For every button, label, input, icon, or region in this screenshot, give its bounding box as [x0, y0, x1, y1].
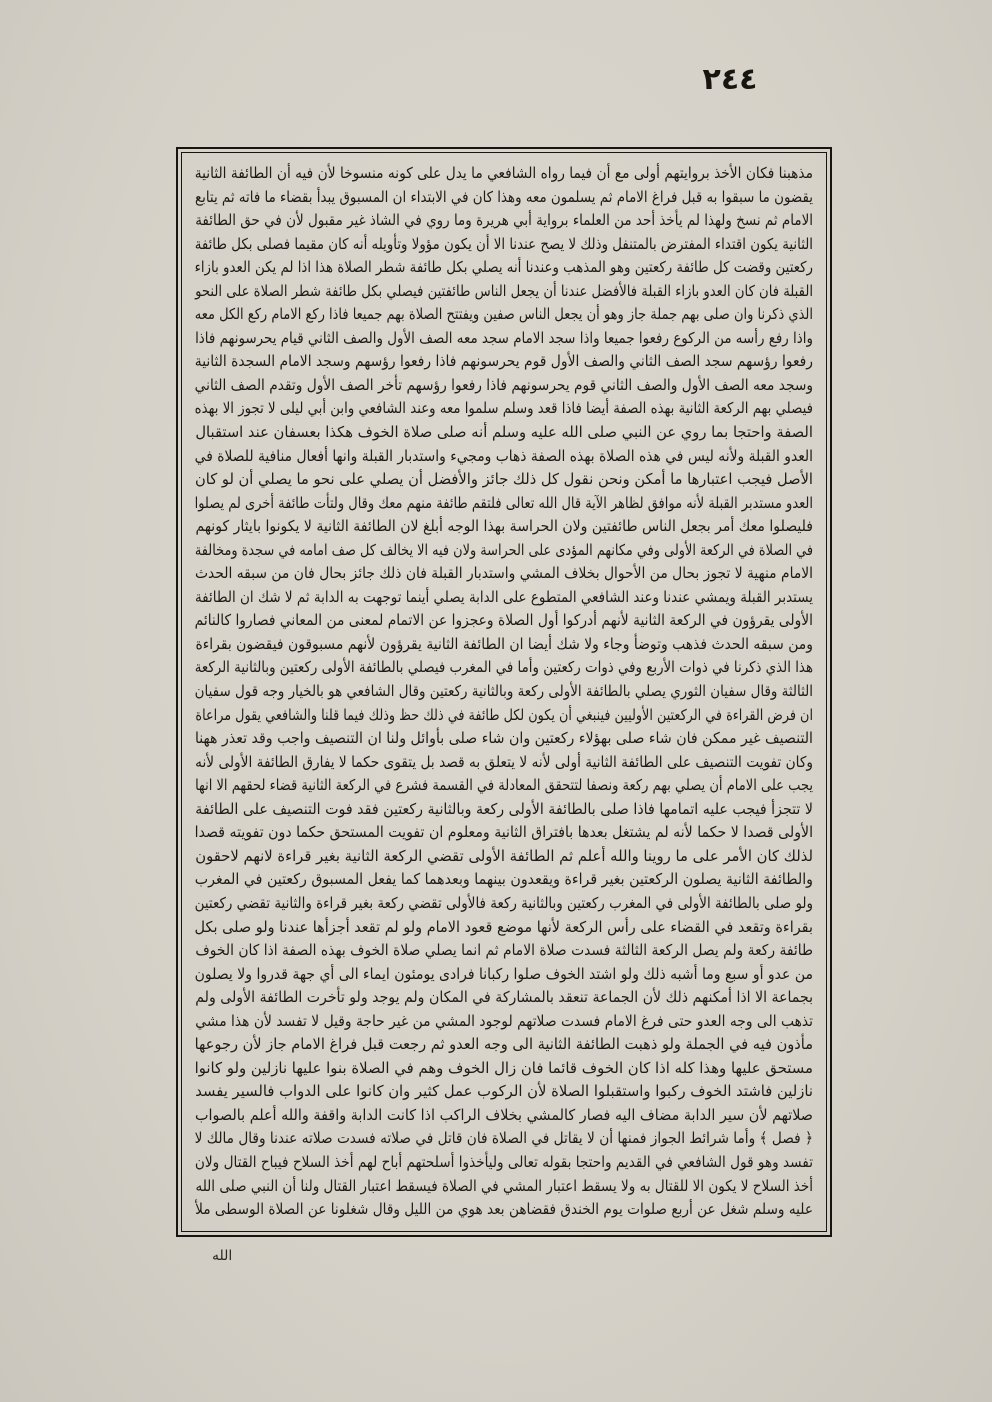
text-line: مستحق عليها وهذا كله اذا كان الخوف قائما فان زال الخوف وهم في الصلاة بنوا عليها نازلين ولو كانوا — [194, 1058, 813, 1077]
text-line: العدو مستدبر القبلة لأنه موافق لظاهر الآية قال الله تعالى فلتقم طائفة منهم معك وقال ولتأت طائفة أخرى لم يصلوا — [194, 493, 814, 512]
text-line: مذهبنا فكان الأخذ بروايتهم أولى مع أن فيما رواه الشافعي ما يدل على كونه منسوخا لأن فيه أن الطائفة الثانية — [194, 164, 813, 182]
text-line: الصفة واحتجا بما روي عن النبي صلى الله عليه وسلم أنه صلى صلاة الخوف هكذا بعسفان عند استقبال — [195, 423, 813, 442]
text-line: لذلك كان الأمر على ما روينا والله أعلم ثم الطائفة الأولى تقضي الركعة الثانية بغير قراءة لانهم لاحقون — [195, 846, 814, 865]
text-line: ﴿ فصل ﴾ وأما شرائط الجواز فمنها أن لا يقاتل في الصلاة فان قاتل في صلاته فسدت صلاته عندنا وقال مالك لا — [194, 1129, 813, 1148]
text-line: الامام منهية لا تجوز بحال من الأحوال بخلاف المشي واستدبار القبلة فان ذلك جائز بحال فان من سبقه الحدث — [195, 564, 813, 583]
text-line: ولو صلى بالطائفة الأولى في المغرب ركعتين وبالثانية ركعة فالأولى تقضي ركعة بغير قراءة والثانية تقضي ركعتين — [194, 893, 814, 912]
text-line: التنصيف غير ممكن فان شاء صلى بهؤلاء ركعتين وان شاء صلى بأوائل ولنا ان التنصيف واجب وقد تعذر ههنا — [194, 729, 814, 748]
text-line: هذا الذي ذكرنا في ذوات الأربع وفي ذوات ركعتين وأما في المغرب فيصلي بالطائفة الأولى ركعتين وبالثانية الركعة — [194, 658, 814, 677]
body-text — [195, 162, 813, 1225]
catchword: الله — [212, 1248, 233, 1264]
text-line: صلاتهم لأن سير الدابة مضاف اليه فصار كالمشي بخلاف الراكب اذا كانت الدابة واقفة والله أعلم بالصواب — [195, 1105, 813, 1124]
text-line: القبلة فان كان العدو بازاء القبلة فالأفضل عندنا أن يجعل الناس طائفتين فيصلي بكل طائفة شطر الصلاة على النحو — [195, 281, 813, 300]
text-line: العدو القبلة ولأنه ليس في هذه الصلاة بهذه الصفة ذهاب ومجيء واستدبار القبلة وانها أفعال منافية للصلاة في — [194, 446, 813, 465]
page-border-frame — [176, 147, 832, 1237]
text-line: واذا رفع رأسه من الركوع رفعوا جميعا واذا سجد الامام سجد معه الصف الأول والصف الثاني قيام يحرسونهم فاذا — [195, 328, 813, 347]
text-line: من عدو أو سبع وما أشبه ذلك ولو اشتد الخوف صلوا ركبانا فرادى يومئون ايماء الى أي جهة قدروا ولا يصلون — [194, 964, 813, 983]
text-line: الأولى قصدا لا حكما لأنه لم يشتغل بعدها بافتراق الثانية ومعلوم ان تفويت المستحق حكما دون تفويته قصدا — [194, 823, 813, 842]
text-line: فيصلي بهم الركعة الثانية بهذه الصفة أيضا فاذا قعد وسلم سلموا معه وعند الشافعي وابن أبي ليلى لا تجوز الا بهذه — [194, 399, 813, 418]
text-line: الذي ذكرنا وان صلى بهم جملة جاز وهو أن يجعل الناس صفين ويفتتح الصلاة بهم جميعا فاذا ركع الامام ركع الكل معه — [194, 305, 814, 324]
text-line: الثانية يكون اقتداء المفترض بالمتنفل وذلك لا يصح عندنا الا أن يكون مؤولا وتأويله أنه كان مقيما فصلى بكل طائفة — [194, 234, 813, 253]
text-line: الأصل فيجب اعتبارها ما أمكن ونحن نقول كل ذلك جائز والأفضل أن يصلي على نحو ما يصلي أن لو كان — [195, 470, 813, 489]
text-line: وكان تفويت التنصيف على الطائفة الثانية أولى لأنه لا يتعلق به قصد بل يتقوى حكما لا يفارق الطائفة الأولى لأنه — [195, 752, 813, 771]
text-line: والطائفة الثانية يصلون الركعتين بغير قراءة ويقعدون بينهما وبعدهما كما يفعل المسبوق ركعتين في المغرب — [194, 870, 813, 889]
text-line: لا تتجزأ فيجب عليه اتمامها فاذا صلى بالطائفة الأولى ركعة وبالثانية ركعتين فقد فوت التنصيف على الطائفة — [195, 799, 813, 818]
inner-border-rule — [181, 152, 827, 1232]
text-line: رفعوا رؤسهم سجد الصف الثاني والصف الأول قوم يحرسونهم فاذا رفعوا رؤسهم وسجد الامام السجدة الثانية — [194, 352, 813, 371]
text-line: تذهب الى وجه العدو حتى فرغ الامام فسدت صلاتهم لوجود المشي من غير حاجة وقيل لا تفسد لأن هذا مشي — [195, 1011, 814, 1030]
text-line: عليه وسلم شغل عن أربع صلوات يوم الخندق فقضاهن بعد هوي من الليل وقال شغلونا عن الصلاة الوسطى ملأ — [195, 1200, 813, 1219]
text-line: ركعتين وقضت كل طائفة ركعتين وهو المذهب وعندنا أنه يصلي بكل طائفة شطر الصلاة هذا اذا لم يكن العدو بازاء — [194, 258, 814, 277]
text-line: في الصلاة في الركعة الأولى وفي مكانهم المؤدى على الحراسة ولان فيه الا يخالف كل صف امامه في سجدة ومخالفة — [194, 540, 813, 559]
text-line: وسجد معه الصف الأول والصف الثاني قوم يحرسونهم فاذا رفعوا رؤسهم تأخر الصف الأول وتقدم الصف الثاني — [194, 375, 813, 394]
text-line: الامام ثم نسخ ولهذا لم يأخذ أحد من العلماء برواية أبي هريرة وما روي في الشاذ غير مقبول لأن في حق الطائفة — [195, 211, 813, 230]
text-line: مأذون فيه في الجملة ولو ذهبت الطائفة الثانية الى وجه العدو ثم رجعت قبل فراغ الامام جاز لأن رجوعها — [194, 1035, 813, 1054]
text-line: ومن سبقه الحدث فذهب وتوضأ وجاء ولا شك أيضا ان الطائفة الثانية يقرؤون لأنهم مسبوقون فيقضون بقراءة — [195, 634, 813, 653]
text-line: الثالثة وقال سفيان الثوري يصلي بالطائفة الأولى ركعة وبالثانية ركعتين وقال الشافعي هو بالخيار وجه قول سفيان — [194, 682, 813, 701]
text-line: بجماعة الا اذا أمكنهم ذلك لأن الجماعة تنعقد بالمشاركة في المكان ولم يوجد ولو تأخرت الطائفة الأولى ولم — [195, 988, 813, 1007]
page-number: ٢٤٤ — [702, 62, 758, 97]
text-line: تفسد وهو قول الشافعي في القديم واحتجا بقوله تعالى وليأخذوا أسلحتهم أباح لهم أخذ السلاح فيباح القتال ولان — [194, 1152, 814, 1171]
text-line: فليصلوا معك أمر بجعل الناس طائفتين ولان الحراسة بهذا الوجه أبلغ لان الطائفة الثانية لا يكونوا بايثار كونهم — [195, 517, 814, 536]
text-line: أخذ السلاح لا يكون الا للقتال به ولا يسقط اعتبار المشي في الصلاة فيسقط اعتبار القتال ولنا أن النبي صلى الله — [195, 1176, 813, 1195]
text-line: يقضون ما سبقوا به قبل فراغ الامام ثم يسلمون معه وهذا كان في الابتداء ان المسبوق يبدأ بقضاء ما فاته ثم يتابع — [194, 187, 813, 206]
text-line: نازلين فاشتد الخوف ركبوا واستقبلوا الصلاة لأن الركوب عمل كثير وان كانوا على الدواب فالسير يفسد — [195, 1082, 813, 1101]
text-line: يستدبر القبلة ويمشي عندنا وعند الشافعي المتطوع على الدابة يصلي أينما توجهت به الدابة ثم لا شك ان الطائفة — [194, 587, 814, 606]
text-line: الأولى يقرؤون في الركعة الثانية لأنهم أدركوا أول الصلاة وعجزوا عن الاتمام لمعنى من المعاني فصاروا كالنائم — [194, 611, 814, 630]
text-line: ان فرض القراءة في الركعتين الأوليين فينبغي أن يكون لكل طائفة في ذلك حظ وذلك فيما قلنا والشافعي يقول مراعاة — [195, 705, 813, 724]
text-line: يجب على الامام أن يصلي بهم ركعة ونصفا لتتحقق المعادلة في القسمة فشرع في الركعة الثانية قضاء لحقهم الا انها — [195, 776, 813, 795]
text-line: طائفة ركعة ولم يصل الركعة الثالثة فسدت صلاة الامام ثم انما يصلي صلاة الخوف بهذه الصفة اذا كان الخوف — [195, 941, 814, 960]
text-line: بقراءة وتقعد في القضاء على رأس الركعة لأنها موضع قعود الامام ولو لم تقعد أجزأها عندنا ولو صلى بكل — [194, 917, 813, 936]
